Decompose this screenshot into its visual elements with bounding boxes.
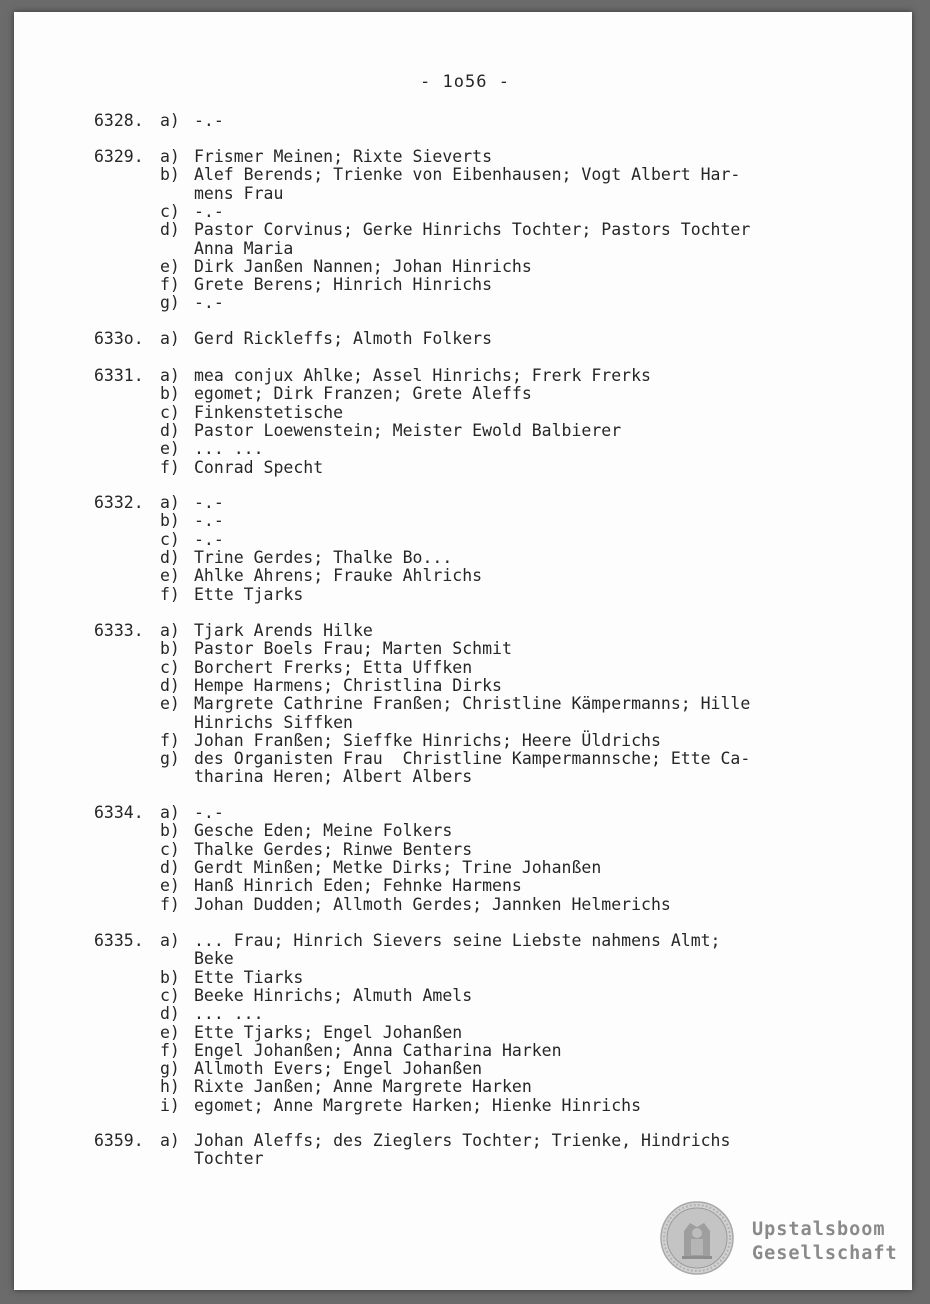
entry-letter: i)	[160, 1095, 180, 1115]
entry-letter: f)	[160, 1040, 180, 1060]
entry-letter: d)	[160, 220, 180, 240]
brand-line-2: Gesellschaft	[752, 1243, 898, 1264]
entry-text: Hinrichs Siffken	[194, 712, 353, 732]
entry-line	[0, 1078, 930, 1096]
entry-number: 6333.	[94, 621, 144, 640]
entry-text: egomet; Dirk Franzen; Grete Aleffs	[194, 384, 532, 404]
entry-line	[0, 148, 930, 166]
entry-letter: b)	[160, 165, 180, 185]
entry-number: 6335.	[94, 931, 144, 950]
entry-line	[0, 932, 930, 950]
entry-text: Johan Aleffs; des Zieglers Tochter; Trienke, Hindrichs	[194, 1131, 731, 1150]
entry-text: Borchert Frerks; Etta Uffken	[194, 657, 473, 677]
entry-text: Pastor Loewenstein; Meister Ewold Balbierer	[194, 420, 622, 440]
entry-text: -.-	[194, 803, 224, 822]
entry-line	[0, 896, 930, 914]
entry-letter: c)	[160, 657, 180, 677]
entry-letter: a)	[160, 931, 180, 950]
entry-text: Pastor Corvinus; Gerke Hinrichs Tochter; Pastors Tochter	[194, 220, 751, 240]
entry-text: Gerd Rickleffs; Almoth Folkers	[194, 329, 493, 348]
entry-line	[0, 640, 930, 658]
entry-letter: f)	[160, 584, 180, 604]
entry-line	[0, 1024, 930, 1042]
entry-line	[0, 258, 930, 276]
entry-line	[0, 768, 930, 786]
entry-line	[0, 1150, 930, 1168]
entry-line	[0, 512, 930, 530]
entry-letter: b)	[160, 384, 180, 404]
entry-line	[0, 822, 930, 840]
entry-text: Hanß Hinrich Eden; Fehnke Harmens	[194, 876, 522, 896]
entry-text: mens Frau	[194, 183, 284, 203]
entry-text: Rixte Janßen; Anne Margrete Harken	[194, 1077, 532, 1097]
entry-letter: c)	[160, 201, 180, 221]
entry-letter: b)	[160, 967, 180, 987]
entry-line	[0, 367, 930, 385]
entry-text: Frismer Meinen; Rixte Sieverts	[194, 147, 493, 166]
entry-text: Tjark Arends Hilke	[194, 621, 373, 640]
entry-letter: a)	[160, 1131, 180, 1150]
entry-text: Tochter	[194, 1149, 264, 1169]
entry-letter: g)	[160, 749, 180, 769]
entry-number: 6332.	[94, 493, 144, 512]
entry-text: des Organisten Frau Christline Kampermannsche; Ette Ca-	[194, 749, 751, 769]
entry-line	[0, 549, 930, 567]
entry-line	[0, 1097, 930, 1115]
entry-text: Anna Maria	[194, 238, 294, 258]
entry-line	[0, 203, 930, 221]
entry-text: Pastor Boels Frau; Marten Schmit	[194, 639, 512, 659]
entry-line	[0, 422, 930, 440]
entry-text: Engel Johanßen; Anna Catharina Harken	[194, 1040, 562, 1060]
entry-number: 6334.	[94, 803, 144, 822]
entry-text: ... ...	[194, 1004, 264, 1024]
entry-letter: e)	[160, 1022, 180, 1042]
entry-letter: e)	[160, 566, 180, 586]
entry-letter: d)	[160, 420, 180, 440]
entry-number: 6329.	[94, 147, 144, 166]
entry-line	[0, 567, 930, 585]
entry-text: tharina Heren; Albert Albers	[194, 767, 473, 787]
entry-line	[0, 677, 930, 695]
entry-letter: h)	[160, 1077, 180, 1097]
entry-line	[0, 659, 930, 677]
entry-line	[0, 240, 930, 258]
entry-letter: e)	[160, 876, 180, 896]
entry-letter: g)	[160, 293, 180, 313]
entry-text: Gerdt Minßen; Metke Dirks; Trine Johanßen	[194, 857, 602, 877]
entry-line	[0, 622, 930, 640]
entry-line	[0, 185, 930, 203]
entry-letter: a)	[160, 493, 180, 512]
entry-text: mea conjux Ahlke; Assel Hinrichs; Frerk Frerks	[194, 366, 651, 385]
entry-line	[0, 459, 930, 477]
page-number: - 1o56 -	[420, 72, 510, 92]
entry-number: 6331.	[94, 366, 144, 385]
entry-letter: e)	[160, 256, 180, 276]
entry-line	[0, 1042, 930, 1060]
entry-text: -.-	[194, 293, 224, 313]
entry-line	[0, 750, 930, 768]
entry-number: 6359.	[94, 1131, 144, 1150]
entry-letter: b)	[160, 511, 180, 531]
entry-letter: a)	[160, 147, 180, 166]
entry-line	[0, 1060, 930, 1078]
entry-letter: c)	[160, 529, 180, 549]
entry-line	[0, 987, 930, 1005]
entry-text: Gesche Eden; Meine Folkers	[194, 821, 453, 841]
entry-text: Trine Gerdes; Thalke Bo...	[194, 547, 453, 567]
entry-text: Margrete Cathrine Franßen; Christline Kämpermanns; Hille	[194, 694, 751, 714]
entry-letter: c)	[160, 402, 180, 422]
entry-text: Beke	[194, 949, 234, 969]
entry-letter: c)	[160, 839, 180, 859]
entry-letter: e)	[160, 439, 180, 459]
brand-text	[752, 1218, 898, 1266]
entry-line	[0, 166, 930, 184]
entry-letter: f)	[160, 730, 180, 750]
entry-line	[0, 221, 930, 239]
entry-letter: a)	[160, 366, 180, 385]
entry-letter: a)	[160, 111, 180, 130]
entry-line	[0, 330, 930, 348]
entry-line	[0, 714, 930, 732]
entry-text: Conrad Specht	[194, 457, 324, 477]
entry-line	[0, 404, 930, 422]
entry-text: Johan Franßen; Sieffke Hinrichs; Heere Üldrichs	[194, 730, 661, 750]
entry-text: Finkenstetische	[194, 402, 344, 422]
entry-line	[0, 1132, 930, 1150]
entry-text: ... Frau; Hinrich Sievers seine Liebste nahmens Almt;	[194, 931, 721, 950]
entry-letter: c)	[160, 985, 180, 1005]
brand-line-1: Upstalsboom	[752, 1219, 886, 1240]
entry-letter: d)	[160, 675, 180, 695]
entry-text: -.-	[194, 529, 224, 549]
entry-letter: b)	[160, 821, 180, 841]
entry-text: Ahlke Ahrens; Frauke Ahlrichs	[194, 566, 483, 586]
entry-line	[0, 276, 930, 294]
entry-letter: d)	[160, 1004, 180, 1024]
entry-text: -.-	[194, 201, 224, 221]
entry-line	[0, 531, 930, 549]
entry-line	[0, 969, 930, 987]
entry-text: Dirk Janßen Nannen; Johan Hinrichs	[194, 256, 532, 276]
entry-letter: f)	[160, 894, 180, 914]
entry-letter: e)	[160, 694, 180, 714]
entry-line	[0, 841, 930, 859]
entry-text: Ette Tjarks	[194, 584, 304, 604]
entry-letter: g)	[160, 1059, 180, 1079]
entry-letter: f)	[160, 457, 180, 477]
entry-text: Alef Berends; Trienke von Eibenhausen; Vogt Albert Har-	[194, 165, 741, 185]
entry-letter: d)	[160, 857, 180, 877]
entry-line	[0, 804, 930, 822]
entry-text: Allmoth Evers; Engel Johanßen	[194, 1059, 483, 1079]
entry-line	[0, 877, 930, 895]
entry-letter: b)	[160, 639, 180, 659]
entry-line	[0, 440, 930, 458]
entry-line	[0, 695, 930, 713]
entry-line	[0, 112, 930, 130]
entry-line	[0, 732, 930, 750]
entry-text: Ette Tjarks; Engel Johanßen	[194, 1022, 463, 1042]
entry-letter: f)	[160, 275, 180, 295]
entry-text: Hempe Harmens; Christlina Dirks	[194, 675, 502, 695]
entry-line	[0, 1005, 930, 1023]
entry-text: Grete Berens; Hinrich Hinrichs	[194, 275, 493, 295]
entry-text: -.-	[194, 111, 224, 130]
entry-line	[0, 586, 930, 604]
entry-text: -.-	[194, 511, 224, 531]
entry-text: Ette Tiarks	[194, 967, 304, 987]
entry-text: Thalke Gerdes; Rinwe Benters	[194, 839, 473, 859]
entry-letter: d)	[160, 547, 180, 567]
entry-text: egomet; Anne Margrete Harken; Hienke Hinrichs	[194, 1095, 642, 1115]
entry-text: -.-	[194, 493, 224, 512]
entry-letter: a)	[160, 621, 180, 640]
entry-letter: a)	[160, 803, 180, 822]
entry-line	[0, 385, 930, 403]
entry-text: ... ...	[194, 439, 264, 459]
entry-number: 6328.	[94, 111, 144, 130]
entry-line	[0, 859, 930, 877]
entry-line	[0, 494, 930, 512]
entry-text: Beeke Hinrichs; Almuth Amels	[194, 985, 473, 1005]
entry-number: 633o.	[94, 329, 144, 348]
entry-text: Johan Dudden; Allmoth Gerdes; Jannken Helmerichs	[194, 894, 671, 914]
entry-line	[0, 294, 930, 312]
seal-logo	[660, 1201, 734, 1275]
entry-letter: a)	[160, 329, 180, 348]
entry-line	[0, 950, 930, 968]
